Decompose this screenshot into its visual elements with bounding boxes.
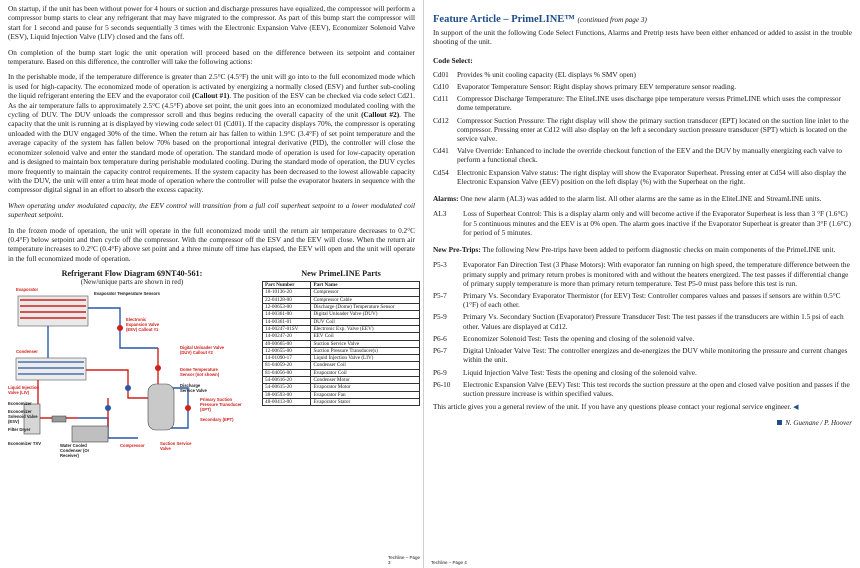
code-select-item-code: Cd12 <box>433 115 449 125</box>
parts-row <box>263 377 420 384</box>
pretrip-item-description: Liquid Injection Valve Test: Tests the opening and closing of the solenoid valve. <box>463 367 697 377</box>
header-part-number: Part Number <box>263 282 311 289</box>
refrigerant-flow-diagram <box>8 288 256 458</box>
parts-row <box>263 340 420 347</box>
right-footer: Techline – Page 4 <box>431 560 467 565</box>
part-number-cell: 54-00615-20 <box>263 384 311 391</box>
pretrip-item-description: Economizer Solenoid Test: Tests the opening and closing of the solenoid valve. <box>463 333 695 343</box>
feature-title-text: Feature Article – PrimeLINE™ <box>433 14 575 25</box>
label-filter-dryer: Filter Dryer <box>8 427 31 433</box>
part-number-cell: 22-04128-00 <box>263 296 311 303</box>
parts-row <box>263 391 420 398</box>
label-duv: Digital Unloader Valve (DUV) Callout #2 <box>180 345 224 355</box>
part-name-cell: Compressor Cable <box>311 296 420 303</box>
label-economizer-txv: Economizer TXV <box>8 441 42 447</box>
part-name-cell: Digital Unloader Valve (DUV) <box>311 311 420 318</box>
label-eev: Electronic Expansion Valve (EEV) Callout #1 <box>126 317 160 332</box>
part-number-cell: 14-00247-01SV <box>263 325 311 332</box>
label-liv: Liquid Injection Valve (LIV) <box>8 385 39 395</box>
code-select-item-description: Electronic Expansion Valve status: The right display will show the Evaporator Superheat. Pressing enter at Cd54 will also display the Electronic Expansion Valve (EEV) position on the left display (%) with the Superheat on the right. <box>457 167 847 186</box>
callout-1: (Callout #1) <box>192 91 230 101</box>
code-select-item-code: Cd54 <box>433 167 449 177</box>
part-name-cell: Evaporator Motor <box>311 384 420 391</box>
code-select-item-code: Cd41 <box>433 146 449 156</box>
part-name-cell: Compressor <box>311 289 420 296</box>
alarms-text: One new alarm (AL3) was added to the alarm list. All other alarms are the same as in the EliteLINE and StreamLINE units. <box>458 194 822 204</box>
pretrip-item-code: P6-10 <box>433 379 451 389</box>
parts-row <box>263 325 420 332</box>
part-name-cell: EEV Coil <box>311 333 420 340</box>
part-number-cell: 48-00413-00 <box>263 398 311 405</box>
pretrip-item <box>433 346 852 364</box>
part-name-cell: Evaporator Fan <box>311 391 420 398</box>
pretrip-item-description: Primary Vs. Secondary Suction (Evaporator) Pressure Transducer Test: The test passes if the transducers are within 1.5 psi of each other. Values are displayed at Cd12. <box>463 312 844 331</box>
part-name-cell: DUV Coil <box>311 318 420 325</box>
label-water-cooled-condenser: Water Cooled Condenser (Or Receiver) <box>60 443 90 458</box>
bump-start-paragraph: On completion of the bump start logic the unit operation will proceed based on the difference between its setpoint and container temperature. Based on this difference, the controller will take the following actions: <box>8 47 415 67</box>
parts-row <box>263 304 420 311</box>
pretrip-item-code: P5-3 <box>433 260 447 270</box>
continued-note: (continued from page 3) <box>577 16 647 24</box>
pretrip-item <box>433 368 852 377</box>
code-select-item-description: Valve Override: Enhanced to include the override checkout function of the EEV and the DUV by manually energizing each valve to perform a functional check. <box>457 146 842 165</box>
new-parts-section <box>262 269 420 458</box>
pretrips-paragraph <box>433 245 852 254</box>
part-name-cell: Evaporator Coil <box>311 369 420 376</box>
left-page <box>0 0 424 568</box>
alarms-label: Alarms: <box>433 194 459 204</box>
label-spt: Primary Suction Pressure Transducer (SPT) <box>200 397 242 412</box>
pretrip-item-description: Evaporator Fan Direction Test (3 Phase Motors): With evaporator fan running on high speed, the temperature difference between the primary supply and primary return probes is monitored with and without the heaters energized. The test passes if differential change of primary supply temperature is more than primary return temperature. Test P5-0 must pass before this test is run. <box>463 260 850 288</box>
code-select-item-description: Compressor Discharge Temperature: The EliteLINE uses discharge pipe temperature versus PrimeLINE which uses the compressor dome temperature. <box>457 94 841 113</box>
parts-row <box>263 362 420 369</box>
label-discharge-valve: Discharge Service Valve <box>180 383 207 393</box>
label-suction-valve: Suction Service Valve <box>160 441 192 451</box>
parts-row <box>263 369 420 376</box>
part-name-cell: Condenser Coil <box>311 362 420 369</box>
parts-table <box>262 281 420 406</box>
pretrip-item-code: P6-9 <box>433 367 447 377</box>
pretrip-list <box>433 260 852 398</box>
part-name-cell: Suction Service Valve <box>311 340 420 347</box>
parts-row <box>263 311 420 318</box>
code-select-item-description: Evaporator Temperature Sensor: Right display shows primary EEV temperature sensor reading. <box>457 82 737 92</box>
parts-row <box>263 289 420 296</box>
code-select-item <box>433 146 852 164</box>
frozen-paragraph: In the frozen mode of operation, the unit will operate in the full economized mode until the return air temperature decreases to 0.2°C (0.4°F) below setpoint and then cycle off the compressor. With the compressor off the ESV and the EEV will close. When the return air temperature increases to 0.2°C (0.4°F) above set point and a three minute off time has elapsed, the EEV will open and the unit will operate in the full economized mode of operation. <box>8 225 415 263</box>
label-condenser: Condenser <box>16 349 38 355</box>
pretrip-item-code: P5-7 <box>433 291 447 301</box>
startup-paragraph: On startup, if the unit has been without power for 4 hours or suction and discharge pressures have equalized, the compressor will perform a compressor bump starts to clear any refrigerant that may have migrated to the compressor. As part of this bump start the compressor will start for 1 second and pause for 5 seconds sequentially 3 times with the Electronic Expansion Valve (EEV), Economizer Solenoid Valve (ESV), Liquid Injection Valve (LIV) closed and the fans off. <box>8 4 415 42</box>
pretrip-item-description: Digital Unloader Valve Test: The controller energizes and de-energizes the DUV while monitoring the pressure and current changes within the unit. <box>463 346 848 365</box>
alarm-code: AL3 <box>433 209 447 219</box>
pretrip-item-code: P5-9 <box>433 312 447 322</box>
figure-title: Refrigerant Flow Diagram 69NT40-561: <box>61 269 203 279</box>
part-name-cell: Discharge (Dome) Temperature Sensor <box>311 304 420 311</box>
code-select-item-code: Cd11 <box>433 94 449 104</box>
perishable-paragraph <box>8 72 415 194</box>
modulated-note: When operating under modulated capacity, the EEV control will transition from a full coil superheat setpoint to a lower modulated coil superheat setpoint. <box>8 200 415 220</box>
perishable-text-c: . The capacity that the unit is running at is displayed by viewing code select 01 (Cd01). If the capacity displays 70%, the compressor is operating unloaded with the DUV engaged 30% of the time. When the return air has fallen to within 1.9°C (3.4°F) of set point temperature and the average capacity of the system has fallen below 70% based on the proportional integral derivative (PID), the controller will close the economizer solenoid valve and enter the standard mode of operation. The standard mode of operation is used for low-capacity operation and is designed to maintain box temperature during perishable modulated cooling. During the standard mode of operation, the DUV cycles more frequently to maintain the capacity control requirements. If the system capacity has been decreased to the lowest allowable capacity with the DUV, the unit will enter a trim heat mode of operation where the controller will pulse the evaporator heaters in sequence with the compressor digital signal in an effort to absorb the excess capacity. <box>8 110 415 195</box>
pretrip-item-description: Primary Vs. Secondary Evaporator Thermistor (for EEV) Test: Controller compares values and passes if sensors are within 0.5°C (1°F) of each other. <box>463 291 841 310</box>
parts-row <box>263 318 420 325</box>
code-select-item <box>433 116 852 144</box>
code-select-item <box>433 94 852 112</box>
right-page <box>425 0 860 568</box>
part-name-cell: Liquid Injection Valve (LIV) <box>311 355 420 362</box>
end-arrow-icon: ◀ <box>793 403 799 412</box>
part-number-cell: 14-00361-00 <box>263 311 311 318</box>
alarms-paragraph <box>433 194 852 203</box>
pretrip-item-description: Electronic Expansion Valve (EEV) Test: This test records the suction pressure at the open and closed valve position and passes if the suction pressure increase is within specified values. <box>463 379 850 398</box>
part-number-cell: 38-00593-00 <box>263 391 311 398</box>
pretrip-item <box>433 334 852 343</box>
perishable-text-a: In the perishable mode, if the temperature difference is greater than 2.5°C (4.5°F) the unit will go into to the full economized mode which is used for high-capacity. The economized mode of operation is activated by energizing a normally closed (ESV) and further sub-cooling the liquid refrigerant entering the EEV and the evaporator coil <box>8 72 415 101</box>
label-evap-temp-sensors: Evaporator Temperature Sensors <box>94 291 161 297</box>
refrigerant-flow-figure <box>8 269 256 458</box>
code-select-item <box>433 70 852 79</box>
part-name-cell: Condenser Motor <box>311 377 420 384</box>
code-select-item <box>433 168 852 186</box>
pretrip-item-code: P6-7 <box>433 346 447 356</box>
label-economizer: Economizer <box>8 401 32 407</box>
author-names: N. Guenane / P. Hoover <box>785 418 852 427</box>
part-number-cell: 54-00616-20 <box>263 377 311 384</box>
intro-paragraph: In support of the unit the following Code Select Functions, Alarms and Pretrip tests have been either enhanced or added to assist in the trouble shooting of the unit. <box>433 28 852 47</box>
part-number-cell: 14-00247-20 <box>263 333 311 340</box>
pretrips-label: New Pre-Trips: <box>433 245 481 255</box>
closing-text: This article gives you a general review of the unit. If you have any questions please contact your regional service engineer. <box>433 402 792 412</box>
label-compressor: Compressor <box>120 443 145 449</box>
parts-row <box>263 347 420 354</box>
part-number-cell: 12-00655-00 <box>263 347 311 354</box>
part-name-cell: Electronic Exp. Valve (EEV) <box>311 325 420 332</box>
part-number-cell: 12-00653-00 <box>263 304 311 311</box>
part-number-cell: 81-04056-00 <box>263 369 311 376</box>
parts-row <box>263 296 420 303</box>
closing-paragraph <box>433 402 852 412</box>
parts-row <box>263 384 420 391</box>
part-number-cell: 40-00665-00 <box>263 340 311 347</box>
parts-title: New PrimeLINE Parts <box>301 269 381 279</box>
alarm-description: Loss of Superheat Control: This is a display alarm only and will become active if the Evaporator Superheat is less than 3 °F (1.6°C) for 5 continuous minutes and the EEV is at 0% open. The alarm goes inactive if the Evaporator Superheat is greater than 3°F (1.6°C) for period of 5 minutes. <box>463 209 851 237</box>
label-dome-sensor: Dome Temperature Sensor (not shown) <box>180 367 220 377</box>
label-esv: Economizer Solenoid Valve (ESV) <box>8 409 38 424</box>
part-name-cell: Evaporator Stator <box>311 398 420 405</box>
code-select-item-description: Compressor Suction Pressure: The right display will show the primary suction transducer (EPT) located on the suction line inlet to the compressor. Pressing enter at Cd12 will also display on the left a secondary suction pressure transducer (SPT) which is located on the service valve. <box>457 115 849 144</box>
code-select-item-code: Cd10 <box>433 82 449 92</box>
parts-row <box>263 398 420 405</box>
parts-row <box>263 333 420 340</box>
part-number-cell: 18-10136-20 <box>263 289 311 296</box>
part-number-cell: 81-04059-20 <box>263 362 311 369</box>
code-select-list <box>433 70 852 186</box>
pretrip-item <box>433 291 852 309</box>
code-select-item <box>433 82 852 91</box>
code-select-item-description: Provides % unit cooling capacity (EL displays % SMV open) <box>457 69 636 79</box>
left-footer: Techline – Page 3 <box>388 555 421 565</box>
figure-subtitle: (New/unique parts are shown in red) <box>80 278 184 287</box>
label-ept: Secondary (EPT) <box>200 417 234 423</box>
callout-2: (Callout #2) <box>361 110 400 120</box>
label-evaporator: Evaporator <box>16 287 39 293</box>
author-line <box>433 419 852 427</box>
pretrip-item-code: P6-6 <box>433 333 447 343</box>
perishable-text-b: . The position of the ESV can be checked via code select Cd21. As the air temperature falls to approximately 2.5°C (4.5°F) above set point, the unit goes into an economized modulated cooling with the cycling of DUV. The DUV unloads the compressor scroll and thus begins reducing the overall capacity of the unit <box>8 91 416 120</box>
pretrip-item <box>433 312 852 330</box>
pretrip-item <box>433 380 852 398</box>
alarm-al3 <box>433 209 852 237</box>
code-select-item-code: Cd01 <box>433 69 449 79</box>
parts-header-row <box>263 282 420 289</box>
pretrip-item <box>433 260 852 288</box>
pretrips-text: The following New Pre-trips have been added to perform diagnostic checks on main components of the PrimeLINE unit. <box>480 245 836 255</box>
part-name-cell: Suction Pressure Transducer(s) <box>311 347 420 354</box>
parts-row <box>263 355 420 362</box>
feature-title <box>433 14 852 25</box>
part-number-cell: 14-01090-17 <box>263 355 311 362</box>
square-bullet-icon <box>777 420 782 425</box>
header-part-name: Part Name <box>311 282 420 289</box>
part-number-cell: 14-00361-01 <box>263 318 311 325</box>
code-select-heading: Code Select: <box>433 55 473 65</box>
